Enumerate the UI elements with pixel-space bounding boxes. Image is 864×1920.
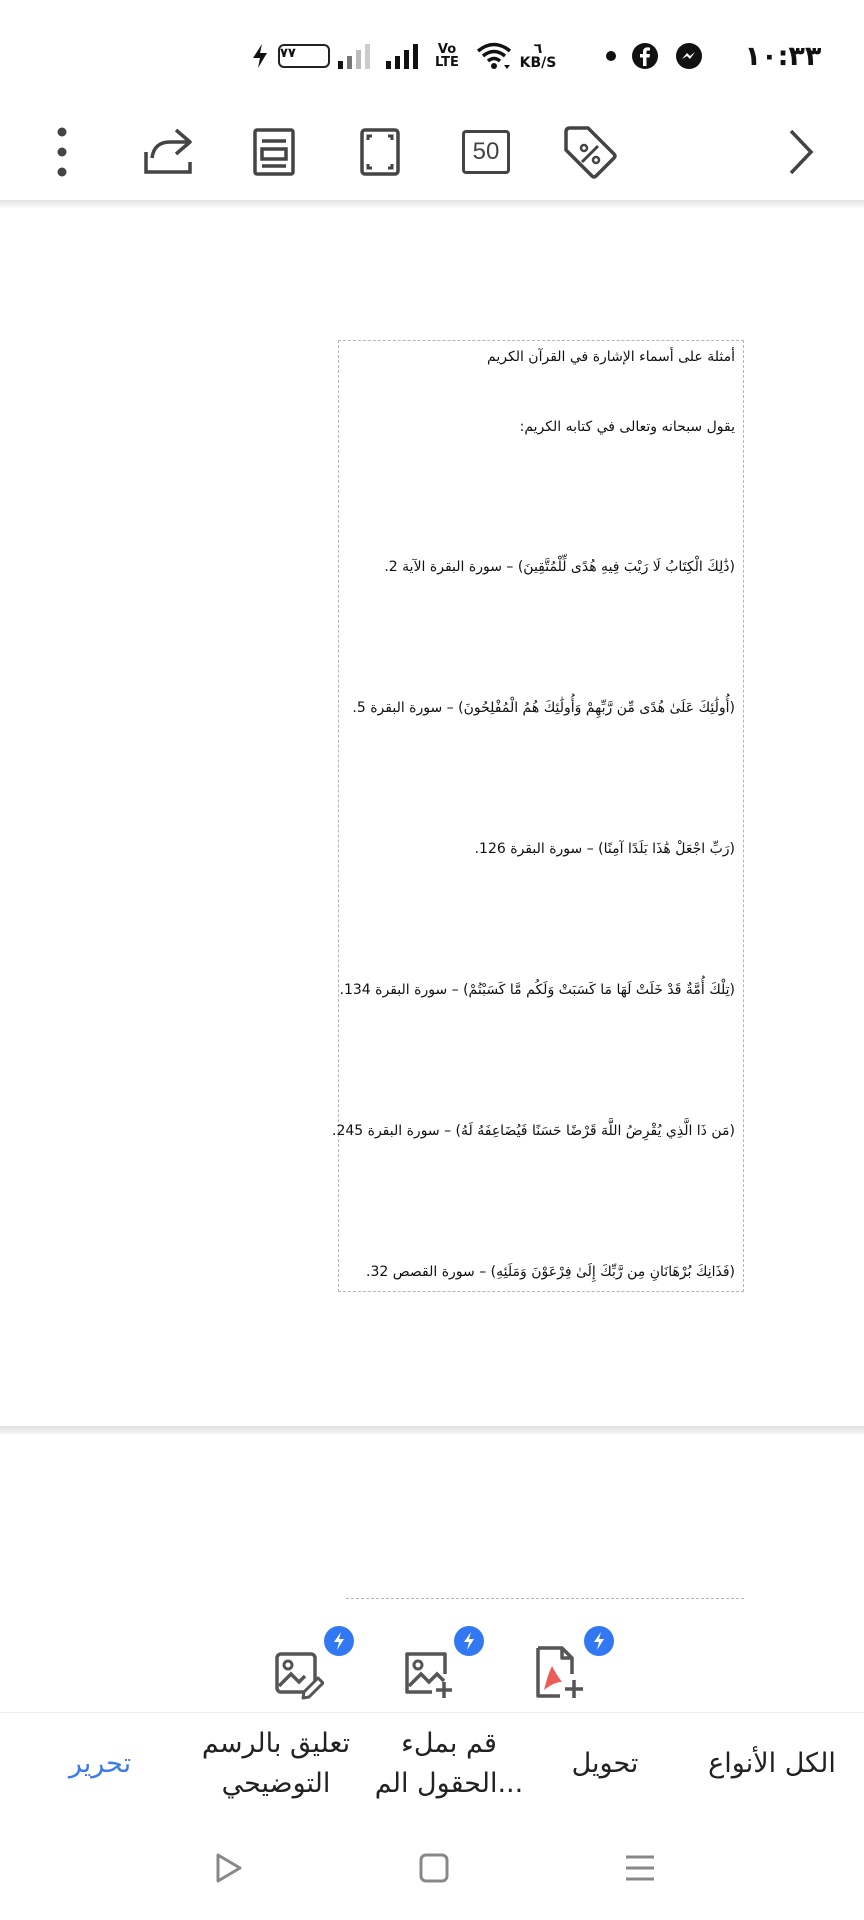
document-toolbar [0,100,864,204]
recent-apps-button[interactable] [600,1830,680,1906]
page-count-label: 50 [462,130,510,174]
network-speed: ٦ KB/S [519,41,557,71]
battery-indicator: ٧٧ [276,38,332,74]
menu-lines-icon [623,1853,657,1883]
add-image-button[interactable] [404,1626,494,1706]
pdf-add-icon [534,1644,584,1700]
discount-tag-icon [562,124,618,180]
signal-strength-icon [384,38,422,74]
notification-dot-icon [605,38,617,74]
more-options-button[interactable] [28,118,96,186]
doc-line: يقول سبحانه وتعالى في كتابه الكريم: [519,419,735,435]
page-separator [0,1426,864,1434]
toolbar-divider [0,200,864,208]
discount-tag-button[interactable] [556,118,624,186]
annotate-image-button[interactable] [274,1626,364,1706]
home-button[interactable] [394,1830,474,1906]
signal-strength-weak-icon [336,38,374,74]
page-layout-button[interactable] [240,118,308,186]
ai-badge-icon [324,1626,354,1656]
doc-line: (ذَٰلِكَ الْكِتَابُ لَا رَيْبَ فِيهِ هُدًى لِّلْمُتَّقِينَ) – سورة البقرة الآية 2. [384,559,735,575]
facebook-icon [630,38,660,74]
tab-convert[interactable]: تحويل [571,1748,639,1779]
document-page[interactable] [331,340,744,1292]
doc-line: (تِلْكَ أُمَّةٌ قَدْ خَلَتْ لَهَا مَا كَسَبَتْ وَلَكُم مَّا كَسَبْتُمْ) – سورة البقرة 134. [339,982,735,998]
document-page-2[interactable] [346,1598,744,1600]
volte-indicator: Vo LTE [435,42,459,70]
wifi-icon [474,38,514,74]
next-button[interactable] [766,118,834,186]
edit-image-icon [274,1646,324,1700]
status-bar [0,0,864,100]
back-triangle-icon [212,1852,244,1884]
ai-badge-icon [454,1626,484,1656]
tab-fill-fields[interactable]: قم بملء الحقول الم... [374,1728,524,1799]
back-button[interactable] [188,1830,268,1906]
doc-heading: أمثلة على أسماء الإشارة في القرآن الكريم [487,349,735,365]
doc-line: (أُولَٰئِكَ عَلَىٰ هُدًى مِّن رَّبِّهِمْ وَأُولَٰئِكَ هُمُ الْمُفْلِحُونَ) – سورة البقرة 5. [352,700,735,716]
ai-badge-icon [584,1626,614,1656]
tab-edit[interactable]: تحرير [68,1748,132,1779]
home-square-icon [418,1852,450,1884]
tab-all-types[interactable]: الكل الأنواع [708,1748,836,1779]
chevron-right-icon [785,127,815,177]
page-count-button[interactable] [452,118,520,186]
add-image-icon [404,1646,454,1700]
create-pdf-button[interactable] [534,1626,624,1706]
fullscreen-icon [358,126,402,178]
doc-line: (مَن ذَا الَّذِي يُقْرِضُ اللَّهَ قَرْضًا حَسَنًا فَيُضَاعِفَهُ لَهُ) – سورة البقرة 245. [331,1123,735,1139]
share-button[interactable] [134,118,202,186]
tab-annotate-drawing[interactable]: تعليق بالرسم التوضيحي [201,1728,351,1799]
fullscreen-button[interactable] [346,118,414,186]
tabs-divider [0,1712,864,1713]
page-layout-icon [252,127,296,177]
doc-line: (رَبِّ اجْعَلْ هَٰذَا بَلَدًا آمِنًا) – سورة البقرة 126. [474,841,735,857]
status-time: ١٠:٣٣ [744,40,822,72]
share-icon [140,126,196,178]
charging-icon [248,38,272,74]
messenger-icon [674,38,704,74]
doc-line: (فَذَانِكَ بُرْهَانَانِ مِن رَّبِّكَ إِلَىٰ فِرْعَوْنَ وَمَلَئِهِ) – سورة القصص 32. [366,1264,735,1280]
more-vertical-icon [52,126,72,178]
